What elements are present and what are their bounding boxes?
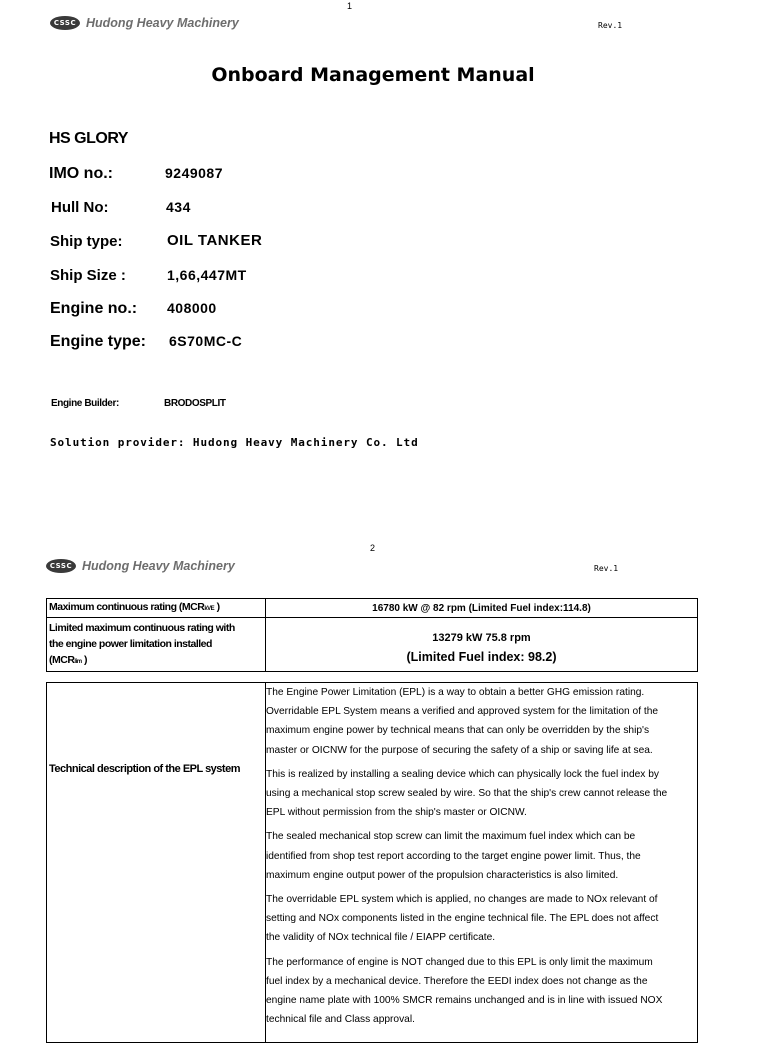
page-number: 1	[347, 1, 353, 11]
epl-paragraph-line: The Engine Power Limitation (EPL) is a way to obtain a better GHG emission rating.	[266, 687, 645, 698]
mcr-lim-value-line: (Limited Fuel index: 98.2)	[406, 649, 557, 664]
hull-label: Hull No:	[51, 199, 109, 216]
cssc-logo-icon: CSSC	[50, 16, 80, 30]
page-number: 2	[370, 543, 376, 553]
cssc-logo-icon: CSSC	[46, 559, 76, 573]
hull-value: 434	[166, 199, 191, 215]
ship-type-value: OIL TANKER	[167, 232, 263, 249]
mcr-label	[47, 599, 266, 618]
epl-paragraph-line: Overridable EPL System means a verified and approved system for the limitation of the	[266, 706, 659, 718]
mcr-lim-label-close: )	[81, 653, 88, 666]
rating-table	[46, 598, 698, 672]
epl-paragraph-line: identified from shop test report according to the target engine power limit. Thus, the	[266, 850, 641, 862]
epl-paragraph-line: The overridable EPL system which is applied, no changes are made to NOx relevant of	[266, 894, 658, 906]
epl-paragraph-line: The performance of engine is NOT changed due to this EPL is only limit the maximum	[266, 956, 653, 968]
ship-type-label: Ship type:	[50, 233, 123, 250]
epl-paragraph	[266, 953, 697, 1030]
mcr-value: 16780 kW @ 82 rpm (Limited Fuel index:114.8)	[266, 599, 698, 618]
company-name: Hudong Heavy Machinery	[86, 16, 239, 30]
mcr-label-close: )	[214, 601, 220, 613]
mcr-lim-label-sub: lim	[74, 658, 82, 665]
epl-paragraph-line: the validity of NOx technical file / EIAPP certificate.	[266, 932, 496, 944]
table-row	[47, 618, 698, 672]
engine-type-label: Engine type:	[50, 333, 147, 350]
epl-paragraph-line: master or OICNW for the purpose of securing the safety of a ship or saving life at sea.	[266, 744, 653, 756]
epl-paragraph-line: fuel index by a mechanical device. Therefore the EEDI index does not change as the	[266, 975, 648, 987]
solution-provider: Solution provider: Hudong Heavy Machinery Co. Ltd	[50, 436, 419, 449]
table-row	[47, 599, 698, 618]
epl-label-text: Technical description of the EPL system	[49, 762, 240, 775]
engine-no-label: Engine no.:	[50, 300, 138, 317]
document-title: Onboard Management Manual	[211, 64, 535, 86]
epl-paragraph	[266, 890, 697, 948]
mcr-lim-label-line: the engine power limitation installed	[49, 637, 212, 650]
mcr-label-sub: kVE	[204, 606, 215, 612]
company-logo	[46, 559, 235, 573]
epl-paragraph-line: The sealed mechanical stop screw can limit the maximum fuel index which can be	[266, 831, 636, 843]
mcr-lim-label-line: Limited maximum continuous rating with	[49, 621, 235, 634]
epl-label	[47, 683, 266, 1043]
mcr-lim-label	[47, 618, 266, 672]
table-row	[47, 683, 698, 1043]
imo-value: 9249087	[165, 165, 224, 181]
engine-builder-label: Engine Builder:	[51, 398, 119, 409]
company-logo	[50, 16, 239, 30]
epl-paragraph-line: using a mechanical stop screw sealed by wire. So that the ship's crew cannot release the	[266, 788, 668, 800]
revision-label: Rev.1	[594, 564, 619, 573]
epl-paragraph-line: technical file and Class approval.	[266, 1014, 415, 1026]
revision-label: Rev.1	[598, 21, 623, 30]
engine-builder-value: BRODOSPLIT	[164, 398, 226, 409]
mcr-lim-label-text: (MCR	[49, 653, 75, 666]
ship-size-value: 1,66,447MT	[167, 267, 247, 283]
company-name: Hudong Heavy Machinery	[82, 559, 235, 573]
epl-paragraph-line: setting and NOx components listed in the engine technical file. The EPL does not affect	[266, 913, 659, 925]
epl-paragraph	[266, 827, 697, 885]
epl-paragraph-line: engine name plate with 100% SMCR remains unchanged and is in line with issued NOX	[266, 995, 663, 1007]
ship-size-label: Ship Size :	[50, 267, 126, 284]
mcr-lim-value	[266, 618, 698, 672]
epl-paragraph	[266, 683, 697, 760]
mcr-lim-label-line	[49, 652, 265, 670]
mcr-label-text: Maximum continuous rating (MCR	[49, 601, 205, 613]
imo-label: IMO no.:	[49, 165, 113, 182]
epl-paragraph	[266, 765, 697, 823]
mcr-lim-value-line: 13279 kW 75.8 rpm	[432, 631, 531, 644]
epl-paragraph-line: This is realized by installing a sealing device which can physically lock the fuel index by	[266, 768, 659, 780]
epl-paragraph-line: EPL without permission from the ship's master or OICNW.	[266, 807, 527, 819]
engine-type-value: 6S70MC-C	[169, 333, 243, 349]
engine-no-value: 408000	[167, 300, 217, 316]
ship-name: HS GLORY	[49, 130, 128, 147]
epl-description-table	[46, 682, 698, 1043]
epl-paragraph-line: maximum engine power by technical means that can only be overridden by the ship's	[266, 725, 650, 737]
epl-paragraph-line: maximum engine output power of the propulsion characteristics is also limited.	[266, 869, 619, 881]
epl-description	[266, 683, 698, 1043]
